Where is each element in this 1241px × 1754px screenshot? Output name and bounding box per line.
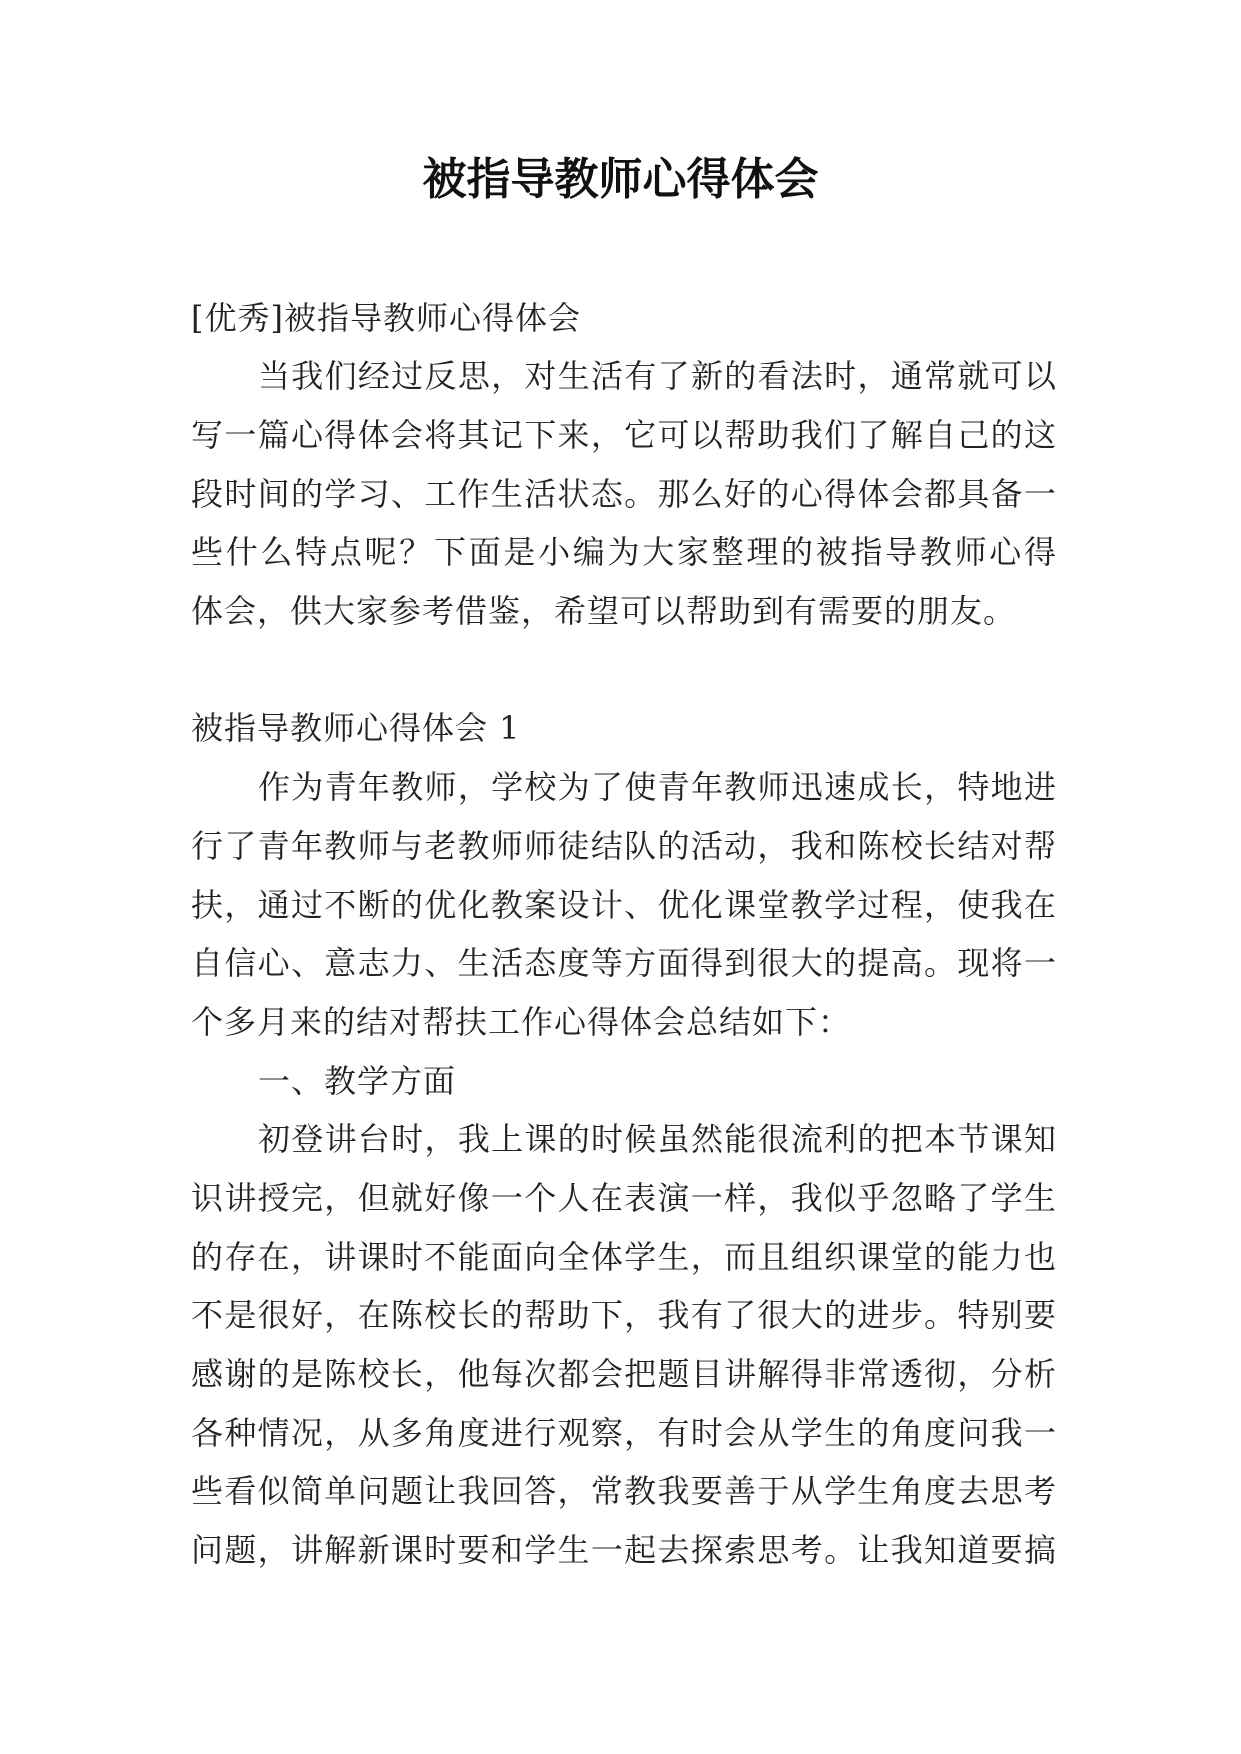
paragraph-spacer [191, 641, 1057, 700]
subheading: 一、教学方面 [258, 1061, 457, 1100]
paragraph-line: 写一篇心得体会将其记下来，它可以帮助我们了解自己的这 [191, 416, 1057, 455]
section-heading: 被指导教师心得体会 1 [191, 709, 521, 748]
paragraph-line: 些看似简单问题让我回答，常教我要善于从学生角度去思考 [191, 1472, 1057, 1511]
paragraph-line: 初登讲台时，我上课的时候虽然能很流利的把本节课知 [258, 1120, 1057, 1159]
paragraph-line: 扶，通过不断的优化教案设计、优化课堂教学过程，使我在 [191, 885, 1057, 924]
document-body [191, 289, 1057, 1580]
paragraph-line: 识讲授完，但就好像一个人在表演一样，我似乎忽略了学生 [191, 1178, 1057, 1217]
paragraph-line: 当我们经过反思，对生活有了新的看法时，通常就可以 [258, 357, 1057, 396]
paragraph-3 [191, 1110, 1057, 1580]
paragraph-line: 行了青年教师与老教师师徒结队的活动，我和陈校长结对帮 [191, 826, 1057, 865]
paragraph-line: 的存在，讲课时不能面向全体学生，而且组织课堂的能力也 [191, 1237, 1057, 1276]
paragraph-line: 问题，讲解新课时要和学生一起去探索思考。让我知道要搞 [191, 1531, 1057, 1570]
paragraph-line: 些什么特点呢？下面是小编为大家整理的被指导教师心得 [191, 533, 1057, 572]
paragraph-line: 体会，供大家参考借鉴，希望可以帮助到有需要的朋友。 [191, 592, 1017, 631]
paragraph-line: 作为青年教师，学校为了使青年教师迅速成长，特地进 [258, 768, 1057, 807]
paragraph-line: 不是很好，在陈校长的帮助下，我有了很大的进步。特别要 [191, 1296, 1057, 1335]
paragraph-line: 个多月来的结对帮扶工作心得体会总结如下： [191, 1002, 852, 1041]
paragraph-2 [191, 758, 1057, 1051]
paragraph-line: 各种情况，从多角度进行观察，有时会从学生的角度问我一 [191, 1413, 1057, 1452]
paragraph-line: 自信心、意志力、生活态度等方面得到很大的提高。现将一 [191, 944, 1057, 983]
document-title: 被指导教师心得体会 [422, 154, 819, 205]
paragraph-line: 感谢的是陈校长，他每次都会把题目讲解得非常透彻，分析 [191, 1355, 1057, 1394]
document-subtitle: [优秀]被指导教师心得体会 [191, 298, 581, 337]
intro-paragraph [191, 347, 1057, 640]
paragraph-line: 段时间的学习、工作生活状态。那么好的心得体会都具备一 [191, 474, 1057, 513]
